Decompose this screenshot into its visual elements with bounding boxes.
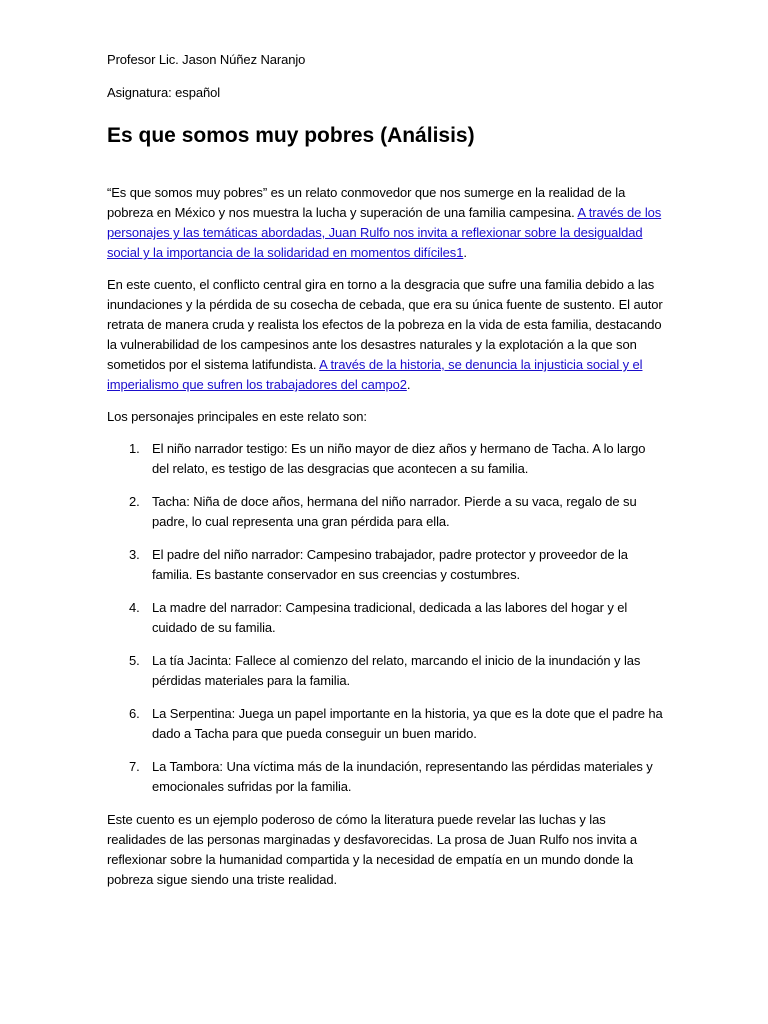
list-item — [107, 651, 663, 691]
list-number: 5. — [129, 653, 140, 668]
list-item — [107, 492, 663, 532]
list-number: 1. — [129, 441, 140, 456]
list-item-text: El padre del niño narrador: Campesino trabajador, padre protector y proveedor de la familia. Es bastante conservador en sus creencias y costumbres. — [152, 547, 628, 582]
list-number: 7. — [129, 759, 140, 774]
subject-line: Asignatura: español — [107, 85, 221, 100]
list-item-text: La Serpentina: Juega un papel importante en la historia, ya que es la dote que el padre ha dado a Tacha para que pueda conseguir un buen marido. — [152, 706, 663, 741]
list-item-text: Tacha: Niña de doce años, hermana del niño narrador. Pierde a su vaca, regalo de su padre, lo cual representa una gran pérdida para ella. — [152, 494, 637, 529]
intro-citation-link[interactable]: A través de los personajes y las temáticas abordadas, Juan Rulfo nos invita a reflexionar sobre la desigualdad social y la importancia de la solidaridad en momentos difíciles1 — [107, 205, 662, 260]
list-item-text: La madre del narrador: Campesina tradicional, dedicada a las labores del hogar y el cuidado de su familia. — [152, 600, 628, 635]
list-number: 2. — [129, 494, 140, 509]
list-number: 6. — [129, 706, 140, 721]
conclusion-paragraph: Este cuento es un ejemplo poderoso de cómo la literatura puede revelar las luchas y las realidades de las personas marginadas y desfavorecidas. La prosa de Juan Rulfo nos invita a reflexionar sobre la humanidad compartida y la necesidad de empatía en un mundo donde la pobreza sigue siendo una triste realidad. — [107, 812, 638, 887]
professor-line: Profesor Lic. Jason Núñez Naranjo — [107, 52, 306, 67]
list-item — [107, 439, 663, 479]
list-item — [107, 545, 663, 585]
list-item-text: El niño narrador testigo: Es un niño mayor de diez años y hermano de Tacha. A lo largo del relato, es testigo de las desgracias que acontecen a su familia. — [152, 441, 646, 476]
conflict-paragraph — [107, 275, 663, 395]
document-title: Es que somos muy pobres (Análisis) — [107, 124, 475, 147]
list-item-text: La tía Jacinta: Fallece al comienzo del relato, marcando el inicio de la inundación y las pérdidas materiales para la familia. — [152, 653, 641, 688]
intro-paragraph — [107, 183, 663, 263]
characters-intro: Los personajes principales en este relato son: — [107, 409, 367, 424]
intro-period: . — [463, 245, 467, 260]
list-item — [107, 598, 663, 638]
intro-text: “Es que somos muy pobres” es un relato conmovedor que nos sumerge en la realidad de la pobreza en México y nos muestra la lucha y superación de una familia campesina. — [107, 185, 626, 220]
conflict-period: . — [406, 377, 411, 392]
list-number: 3. — [129, 547, 140, 562]
list-item — [107, 704, 663, 744]
list-number: 4. — [129, 600, 140, 615]
conflict-citation-link[interactable]: A través de la historia, se denuncia la injusticia social y el imperialismo que sufren los trabajadores del campo2 — [107, 357, 643, 392]
conflict-text: En este cuento, el conflicto central gira en torno a la desgracia que sufre una familia debido a las inundaciones y la pérdida de su cosecha de cebada, que era su única fuente de sustento. El autor retrata de manera cruda y realista los efectos de la pobreza en la vida de esta familia, destacando la vulnerabilidad de los campesinos ante los desastres naturales y la explotación a la que son sometidos por el sistema latifundista. — [107, 277, 663, 372]
document-page — [107, 50, 663, 890]
characters-list — [107, 439, 663, 797]
list-item-text: La Tambora: Una víctima más de la inundación, representando las pérdidas materiales y emocionales sufridas por la familia. — [152, 759, 653, 794]
list-item — [107, 757, 663, 797]
